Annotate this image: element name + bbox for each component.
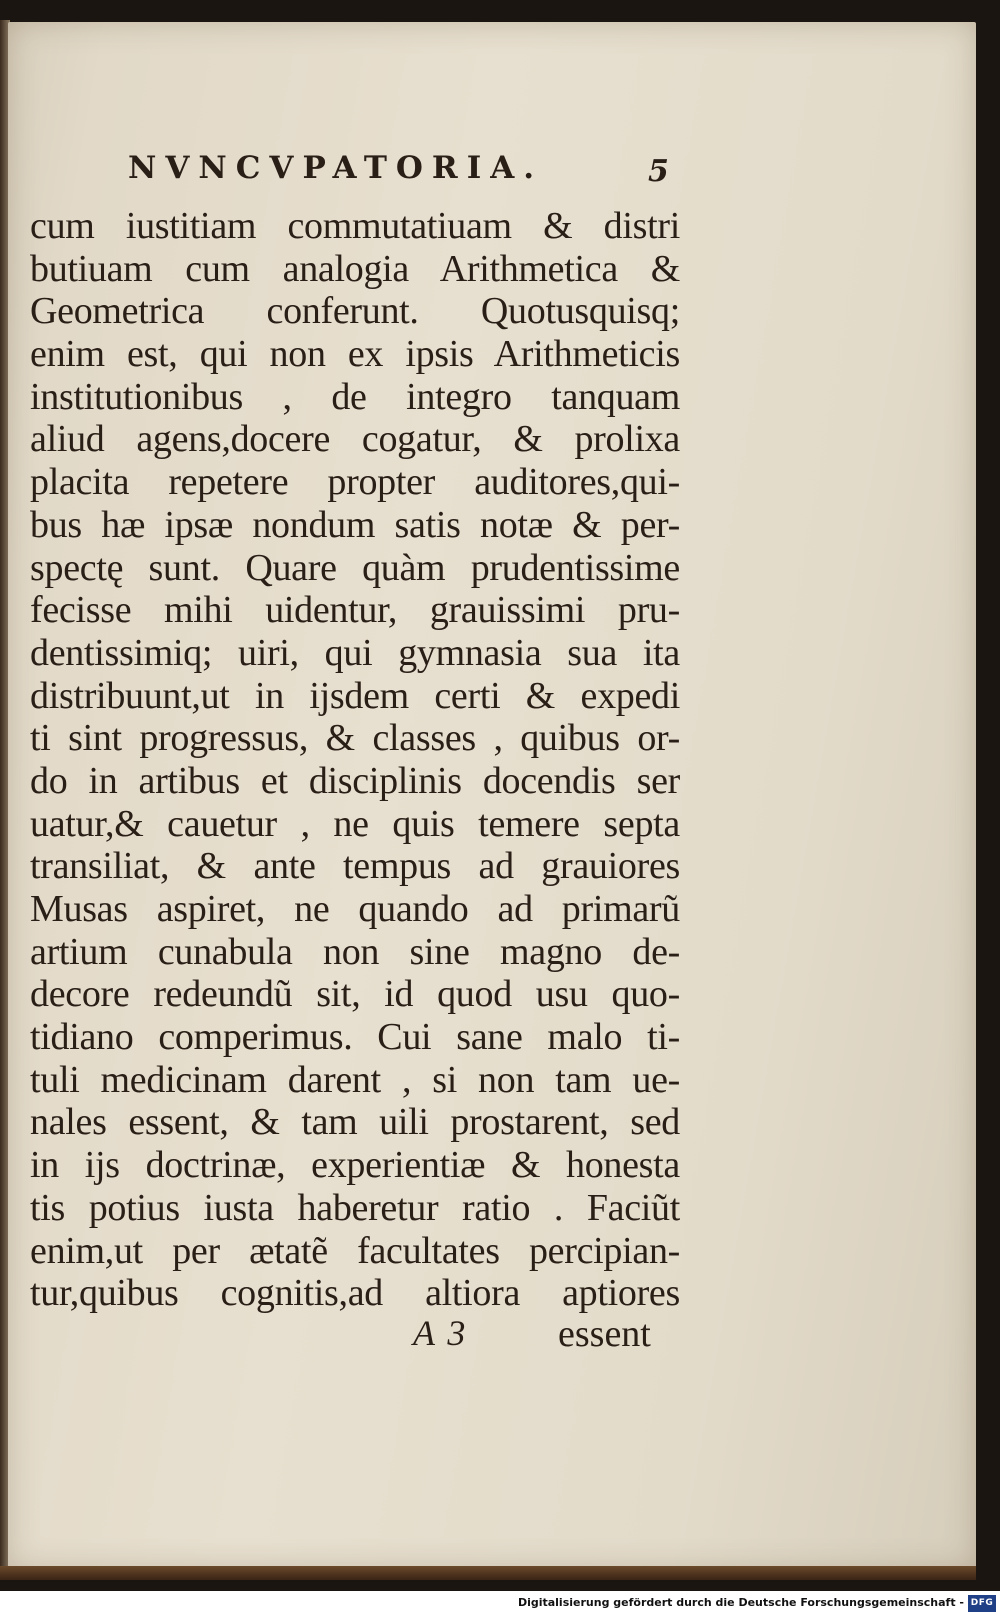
text-line: Geometrica conferunt. Quotusquisq; bbox=[30, 290, 680, 333]
text-line: in ijs doctrinæ, experientiæ & honesta bbox=[30, 1144, 680, 1187]
running-title: NVNCVPATORIA. bbox=[128, 150, 544, 186]
funding-credit: Digitalisierung gefördert durch die Deutsche Forschungsgemeinschaft - bbox=[517, 1596, 964, 1609]
text-line: tidiano comperimus. Cui sane malo ti- bbox=[30, 1016, 680, 1059]
page-number: 5 bbox=[648, 154, 669, 189]
text-line: enim est, qui non ex ipsis Arithmeticis bbox=[30, 333, 680, 376]
text-line: tur,quibus cognitis,ad altiora aptiores bbox=[30, 1272, 680, 1315]
text-line: spectę sunt. Quare quàm prudentissime bbox=[30, 546, 680, 589]
body-text bbox=[30, 205, 680, 1315]
text-line: butiuam cum analogia Arithmetica & bbox=[30, 247, 680, 290]
text-line: decore redeundũ sit, id quod usu quo- bbox=[30, 973, 680, 1016]
text-line: tis potius iusta haberetur ratio . Faciũt bbox=[30, 1186, 680, 1229]
text-line: fecisse mihi uidentur, grauissimi pru- bbox=[30, 589, 680, 632]
signature-mark: A 3 bbox=[413, 1313, 466, 1353]
text-line: ti sint progressus, & classes , quibus or- bbox=[30, 717, 680, 760]
dfg-logo-icon: DFG bbox=[968, 1595, 996, 1612]
catchword: essent bbox=[558, 1313, 651, 1355]
text-line: Musas aspiret, ne quando ad primarũ bbox=[30, 888, 680, 930]
text-line: artium cunabula non sine magno de- bbox=[30, 930, 680, 973]
text-line: aliud agens,docere cogatur, & prolixa bbox=[30, 418, 680, 461]
text-line: enim,ut per ætatẽ facultates percipian- bbox=[30, 1229, 680, 1272]
text-line: transiliat, & ante tempus ad grauiores bbox=[30, 845, 680, 888]
text-line: nales essent, & tam uili prostarent, sed bbox=[30, 1101, 680, 1144]
text-line: cum iustitiam commutatiuam & distri bbox=[30, 205, 680, 247]
running-head bbox=[8, 150, 976, 190]
book-bottom-edge bbox=[0, 1566, 976, 1580]
text-line: dentissimiq; uiri, qui gymnasia sua ita bbox=[30, 631, 680, 674]
text-line: institutionibus , de integro tanquam bbox=[30, 375, 680, 418]
text-line: distribuunt,ut in ijsdem certi & expedi bbox=[30, 674, 680, 717]
text-line: tuli medicinam darent , si non tam ue- bbox=[30, 1058, 680, 1101]
page-footer bbox=[8, 1312, 976, 1362]
book-page bbox=[8, 22, 976, 1570]
text-line: uatur,& cauetur , ne quis temere septa bbox=[30, 802, 680, 845]
text-line: placita repetere propter auditores,qui- bbox=[30, 461, 680, 504]
text-line: do in artibus et disciplinis docendis ser bbox=[30, 759, 680, 802]
text-line: bus hæ ipsæ nondum satis notæ & per- bbox=[30, 503, 680, 546]
credit-bar bbox=[0, 1591, 1000, 1617]
